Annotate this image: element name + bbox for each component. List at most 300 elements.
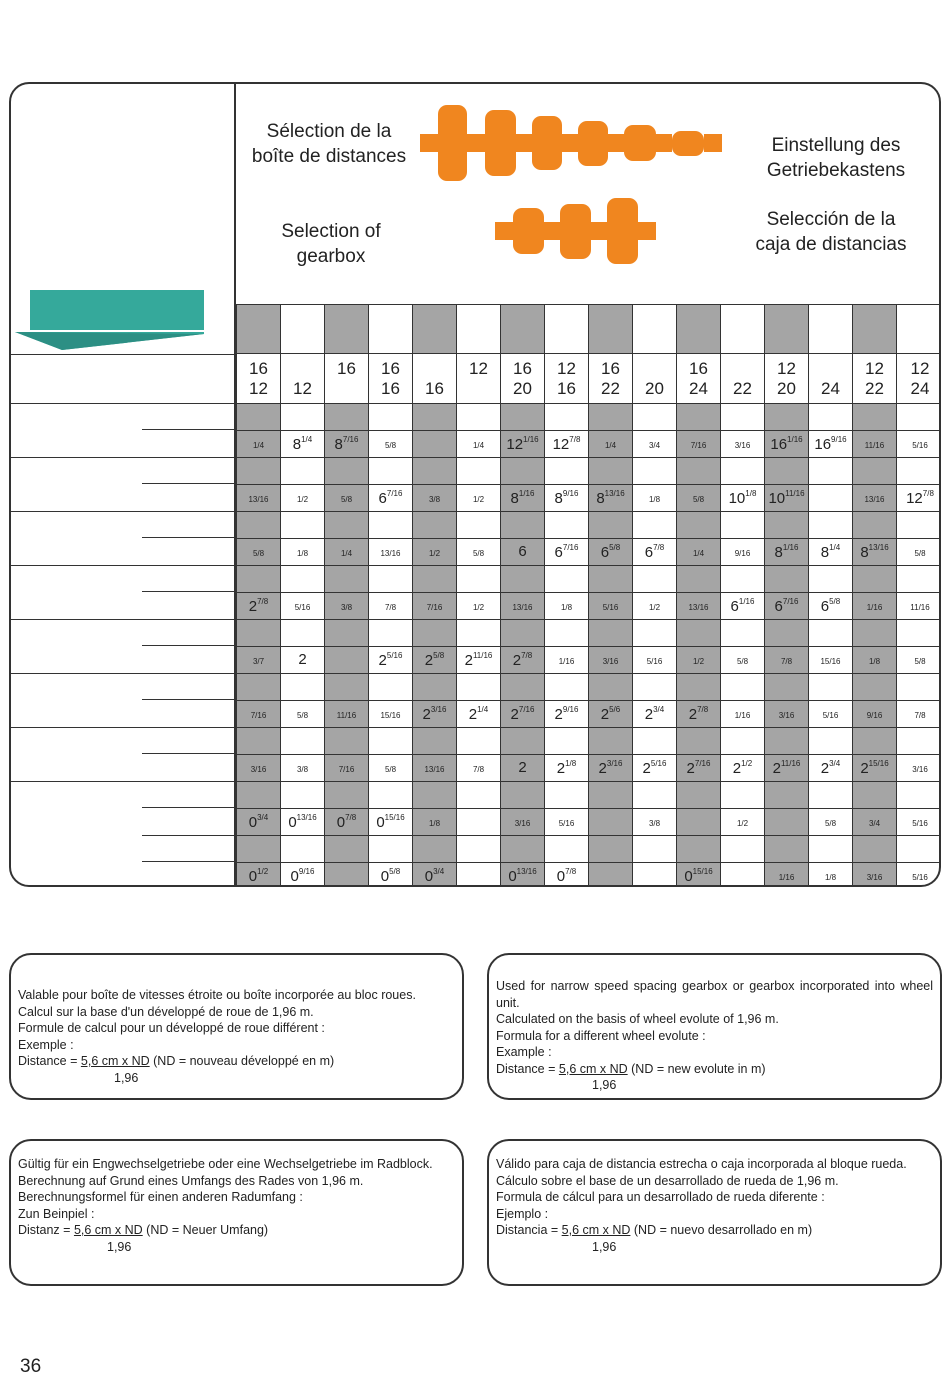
value-cell	[369, 539, 413, 566]
note-en-formula	[496, 1061, 933, 1078]
left-row-line	[142, 753, 234, 754]
swatch-cell	[281, 305, 325, 354]
distance-value	[860, 544, 888, 561]
note-fr-line: Exemple :	[18, 1037, 74, 1052]
note-box-fr	[9, 953, 464, 1100]
distance-value	[775, 598, 799, 615]
value-cell	[545, 701, 589, 728]
spacer-cell	[589, 836, 633, 863]
whole-part: 2	[642, 759, 651, 777]
teal-arrow-icon	[15, 290, 205, 352]
value-cell	[325, 539, 369, 566]
fraction-part: 7/8	[257, 596, 269, 606]
fraction-part: 9/16	[298, 866, 315, 876]
left-row-line	[142, 807, 234, 808]
fraction-part: 5/8	[824, 819, 837, 828]
distance-value	[379, 490, 403, 507]
whole-part: 8	[510, 489, 519, 507]
value-cell	[677, 647, 721, 674]
distance-value	[603, 657, 619, 666]
fraction-part: 5/8	[340, 495, 353, 504]
value-cell	[413, 431, 457, 458]
swatch-cell	[721, 305, 765, 354]
fraction-part: 15/16	[692, 866, 713, 876]
column-header	[457, 354, 501, 404]
left-row-line	[142, 645, 234, 646]
whole-part: 2	[598, 759, 607, 777]
value-cell	[457, 863, 501, 888]
fraction-part: 5/8	[384, 765, 397, 774]
left-row-line	[142, 699, 234, 700]
value-cell	[369, 701, 413, 728]
value-cell	[237, 593, 281, 620]
formula-suffix: (ND = Neuer Umfang)	[142, 1223, 269, 1237]
whole-part: 2	[732, 759, 742, 777]
value-cell	[325, 647, 369, 674]
spacer-cell	[765, 566, 809, 593]
spacer-cell	[325, 512, 369, 539]
value-cell	[765, 539, 809, 566]
spacer-cell	[413, 674, 457, 701]
value-cell	[545, 431, 589, 458]
value-cell	[589, 431, 633, 458]
column-header	[633, 354, 677, 404]
whole-part: 8	[334, 435, 343, 453]
formula-suffix: (ND = nuevo desarrollado en m)	[630, 1223, 813, 1237]
spacer-cell	[545, 620, 589, 647]
fraction-part: 7/8	[780, 657, 793, 666]
swatch-cell	[633, 305, 677, 354]
value-cell	[633, 701, 677, 728]
spacer-cell	[765, 728, 809, 755]
fraction-part: 3/16	[734, 441, 751, 450]
value-cell	[501, 431, 545, 458]
fraction-part: 1/2	[428, 549, 441, 558]
value-cell	[897, 539, 942, 566]
distance-value	[823, 711, 839, 720]
value-cell	[897, 809, 942, 836]
distance-value	[518, 543, 526, 560]
value-cell	[765, 809, 809, 836]
distance-value	[912, 441, 928, 450]
spacer-cell	[853, 404, 897, 431]
spacer-cell	[677, 782, 721, 809]
value-cell	[677, 593, 721, 620]
value-cell	[545, 755, 589, 782]
spacer-cell	[501, 620, 545, 647]
fraction-part: 1/2	[257, 866, 269, 876]
distance-value	[684, 868, 712, 885]
whole-part: 2	[464, 651, 473, 669]
value-cell	[765, 647, 809, 674]
value-cell	[325, 701, 369, 728]
fraction-part: 7/16	[342, 434, 359, 444]
note-fr-line: Valable pour boîte de vitesses étroite ou boîte incorporée au bloc roues.	[18, 988, 416, 1002]
spacer-cell	[721, 728, 765, 755]
fraction-part: 1/4	[472, 441, 485, 450]
distance-value	[508, 868, 536, 885]
fraction-part: 3/16	[866, 873, 883, 882]
formula-prefix: Distancia =	[496, 1223, 562, 1237]
spacer-cell	[721, 620, 765, 647]
whole-part: 2	[644, 705, 654, 723]
header-top: 16	[249, 358, 268, 378]
fraction-part: 5/16	[912, 819, 928, 828]
spacer-cell	[501, 512, 545, 539]
value-cell	[809, 809, 853, 836]
value-cell	[721, 431, 765, 458]
note-es-denominator: 1,96	[592, 1239, 617, 1254]
note-de-line: Zun Beinpiel :	[18, 1206, 95, 1221]
value-cell	[677, 701, 721, 728]
title-fr	[241, 119, 417, 169]
fraction-part: 15/16	[380, 711, 401, 720]
distance-value	[337, 814, 356, 831]
value-cell	[853, 647, 897, 674]
fraction-part: 7/16	[690, 441, 707, 450]
distance-value	[912, 873, 928, 882]
distance-value	[429, 819, 440, 828]
distance-value	[249, 868, 268, 885]
left-row-line	[11, 619, 234, 620]
spacer-cell	[237, 674, 281, 701]
value-cell	[633, 593, 677, 620]
value-cell	[809, 431, 853, 458]
spacer-cell	[809, 836, 853, 863]
fraction-part: 11/16	[910, 603, 930, 612]
value-cell	[545, 593, 589, 620]
spacer-cell	[413, 512, 457, 539]
spacer-cell	[325, 620, 369, 647]
header-bottom: 24	[689, 378, 708, 398]
distance-value	[555, 490, 579, 507]
title-es	[741, 207, 921, 257]
distance-value	[864, 495, 884, 504]
distance-value	[733, 760, 752, 777]
distance-value	[473, 765, 484, 774]
distance-value	[645, 544, 664, 561]
value-cell	[281, 809, 325, 836]
spacer-cell	[545, 674, 589, 701]
spacer-cell	[501, 782, 545, 809]
distance-value	[297, 495, 308, 504]
fraction-part: 5/16	[912, 873, 928, 882]
spacer-cell	[369, 728, 413, 755]
spacer-cell	[765, 404, 809, 431]
value-cell	[281, 485, 325, 512]
whole-part: 2	[688, 705, 698, 723]
fraction-part: 3/8	[648, 819, 661, 828]
whole-part: 12	[506, 435, 524, 453]
distance-value	[513, 652, 532, 669]
spacer-cell	[369, 404, 413, 431]
title-es-line1: Selección de la	[766, 209, 896, 230]
value-cell	[281, 701, 325, 728]
fraction-part: 5/8	[472, 549, 485, 558]
note-fr-formula	[18, 1053, 455, 1070]
whole-part: 6	[554, 543, 563, 561]
fraction-part: 13/16	[424, 765, 445, 774]
header-bottom: 20	[645, 378, 664, 398]
whole-part: 2	[468, 705, 478, 723]
distance-value	[555, 544, 579, 561]
distance-value	[253, 657, 264, 666]
value-cell	[721, 485, 765, 512]
whole-part: 8	[820, 543, 830, 561]
swatch-cell	[677, 305, 721, 354]
spacer-cell	[237, 782, 281, 809]
note-en-line: Used for narrow speed spacing gearbox or gearbox incorporated into wheel unit.	[496, 979, 933, 1010]
distance-value	[869, 819, 880, 828]
formula-prefix: Distanz =	[18, 1223, 74, 1237]
distance-value	[821, 598, 840, 615]
whole-part: 2	[424, 651, 434, 669]
distance-value	[425, 868, 444, 885]
distance-value	[605, 441, 616, 450]
fraction-part: 13/16	[868, 542, 889, 552]
value-cell	[633, 809, 677, 836]
spacer-cell	[413, 566, 457, 593]
value-cell	[677, 809, 721, 836]
distance-value	[555, 706, 579, 723]
fraction-part: 9/16	[734, 549, 751, 558]
value-cell	[413, 809, 457, 836]
swatch-cell	[501, 305, 545, 354]
spacer-cell	[809, 404, 853, 431]
header-bottom: 22	[601, 378, 620, 398]
distance-value	[515, 819, 531, 828]
header-top: 16	[381, 358, 400, 378]
note-fr-line: Formule de calcul pour un développé de roue différent :	[18, 1021, 325, 1035]
spacer-cell	[809, 782, 853, 809]
left-row-line	[142, 537, 234, 538]
fraction-part: 1/8	[745, 488, 757, 498]
value-cell	[325, 485, 369, 512]
fraction-part: 3/16	[250, 765, 267, 774]
whole-part: 2	[378, 651, 387, 669]
distance-value	[559, 657, 575, 666]
value-cell	[809, 539, 853, 566]
distance-value	[297, 765, 308, 774]
spacer-cell	[413, 728, 457, 755]
title-de-line1: Einstellung des	[771, 135, 901, 156]
column-header	[853, 354, 897, 404]
spacer-cell	[237, 728, 281, 755]
spacer-cell	[457, 728, 501, 755]
value-cell	[281, 431, 325, 458]
spacer-cell	[457, 620, 501, 647]
value-cell	[545, 863, 589, 888]
value-cell	[501, 755, 545, 782]
spacer-cell	[369, 782, 413, 809]
value-cell	[369, 431, 413, 458]
value-cell	[589, 701, 633, 728]
fraction-part: 13/16	[380, 549, 401, 558]
value-cell	[677, 755, 721, 782]
distance-table	[236, 304, 941, 887]
note-de-line: Gültig für ein Engwechselgetriebe oder eine Wechselgetriebe im Radblock.	[18, 1157, 433, 1171]
fraction-part: 5/8	[736, 657, 749, 666]
fraction-part: 7/8	[521, 650, 533, 660]
whole-part: 0	[290, 867, 299, 885]
fraction-part: 5/8	[692, 495, 705, 504]
fraction-part: 9/16	[562, 488, 579, 498]
value-cell	[853, 485, 897, 512]
value-cell	[589, 863, 633, 888]
value-cell	[765, 593, 809, 620]
distance-value	[768, 490, 804, 507]
distance-value	[867, 873, 883, 882]
left-row-line	[142, 861, 234, 862]
distance-value	[473, 441, 484, 450]
spacer-cell	[589, 782, 633, 809]
distance-value	[737, 657, 748, 666]
value-cell	[369, 593, 413, 620]
distance-value	[298, 651, 306, 668]
spacer-cell	[325, 404, 369, 431]
value-cell	[281, 539, 325, 566]
spacer-cell	[853, 566, 897, 593]
value-cell	[897, 593, 942, 620]
fraction-part: 13/16	[248, 495, 269, 504]
fraction-part: 7/16	[562, 542, 579, 552]
fraction-part: 5/8	[296, 711, 309, 720]
spacer-cell	[721, 782, 765, 809]
value-cell	[633, 755, 677, 782]
left-row-line	[11, 403, 234, 404]
distance-value	[381, 868, 400, 885]
distance-value	[601, 544, 620, 561]
distance-value	[737, 819, 748, 828]
distance-value	[820, 657, 840, 666]
spacer-cell	[413, 458, 457, 485]
whole-part: 2	[422, 705, 431, 723]
whole-part: 6	[730, 597, 739, 615]
value-cell	[721, 809, 765, 836]
value-cell	[721, 593, 765, 620]
left-row-line	[11, 565, 234, 566]
distance-value	[825, 819, 836, 828]
header-top: 16	[513, 358, 532, 378]
fraction-part: 1/16	[866, 603, 883, 612]
distance-value	[770, 436, 802, 453]
spacer-cell	[589, 620, 633, 647]
spacer-cell	[325, 836, 369, 863]
value-cell	[853, 431, 897, 458]
value-cell	[457, 593, 501, 620]
formula-numerator: 5,6 cm x ND	[561, 1223, 631, 1237]
whole-part: 12	[552, 435, 570, 453]
fraction-part: 1/4	[340, 549, 353, 558]
fraction-part: 5/6	[609, 704, 621, 714]
value-cell	[325, 431, 369, 458]
whole-part: 0	[248, 867, 258, 885]
distance-value	[647, 657, 663, 666]
spacer-cell	[545, 782, 589, 809]
spacer-cell	[545, 512, 589, 539]
distance-value	[473, 549, 484, 558]
fraction-part: 1/2	[472, 495, 485, 504]
note-es-line: Cálculo sobre el base de un desarrollado de rueda de 1,96 m.	[496, 1173, 839, 1188]
distance-value	[867, 711, 883, 720]
fraction-part: 7/8	[653, 542, 665, 552]
title-en	[256, 219, 406, 269]
fraction-part: 1/8	[824, 873, 837, 882]
fraction-part: 3/8	[340, 603, 353, 612]
fraction-part: 13/16	[864, 495, 885, 504]
spacer-cell	[545, 458, 589, 485]
note-box-es	[487, 1139, 942, 1286]
fraction-part: 5/8	[914, 657, 926, 666]
value-cell	[853, 539, 897, 566]
note-de-line: Berechnung auf Grund eines Umfangs des Rades von 1,96 m.	[18, 1173, 364, 1188]
value-cell	[369, 647, 413, 674]
value-cell	[809, 701, 853, 728]
swatch-cell	[897, 305, 942, 354]
fraction-part: 1/16	[738, 596, 755, 606]
swatch-cell	[325, 305, 369, 354]
title-de-line2: Getriebekastens	[766, 160, 906, 181]
distance-value	[603, 603, 619, 612]
fraction-part: 5/16	[912, 441, 928, 450]
fraction-part: 3/16	[606, 758, 623, 768]
value-cell	[765, 485, 809, 512]
note-fr-line: Calcul sur la base d'un développé de roue de 1,96 m.	[18, 1004, 314, 1019]
value-cell	[237, 701, 281, 728]
distance-value	[693, 549, 704, 558]
value-cell	[853, 593, 897, 620]
left-row-line	[11, 457, 234, 458]
distance-value	[688, 603, 708, 612]
fraction-part: 5/16	[294, 603, 311, 612]
distance-value	[518, 759, 526, 776]
distance-value	[865, 441, 884, 450]
value-cell	[677, 539, 721, 566]
distance-value	[649, 441, 660, 450]
value-cell	[237, 863, 281, 888]
whole-part: 2	[686, 759, 695, 777]
column-header	[765, 354, 809, 404]
distance-value	[380, 711, 400, 720]
value-cell	[897, 647, 942, 674]
spacer-cell	[677, 566, 721, 593]
distance-value	[691, 441, 707, 450]
value-cell	[501, 647, 545, 674]
spacer-cell	[633, 836, 677, 863]
spacer-cell	[809, 620, 853, 647]
spacer-cell	[721, 674, 765, 701]
whole-part: 8	[596, 489, 605, 507]
swatch-cell	[369, 305, 413, 354]
distance-value	[423, 706, 447, 723]
distance-value	[649, 603, 660, 612]
value-cell	[325, 863, 369, 888]
fraction-part: 15/16	[820, 657, 841, 666]
distance-value	[735, 549, 751, 558]
distance-value	[512, 603, 532, 612]
header-top: 16	[337, 358, 356, 378]
header-bottom	[325, 379, 368, 399]
header-bottom: 16	[425, 378, 444, 398]
distance-value	[693, 495, 704, 504]
whole-part: 2	[518, 759, 527, 776]
value-cell	[809, 485, 853, 512]
whole-part: 2	[556, 759, 566, 777]
spacer-cell	[325, 728, 369, 755]
note-box-de	[9, 1139, 464, 1286]
distance-value	[814, 436, 846, 453]
value-cell	[897, 485, 942, 512]
